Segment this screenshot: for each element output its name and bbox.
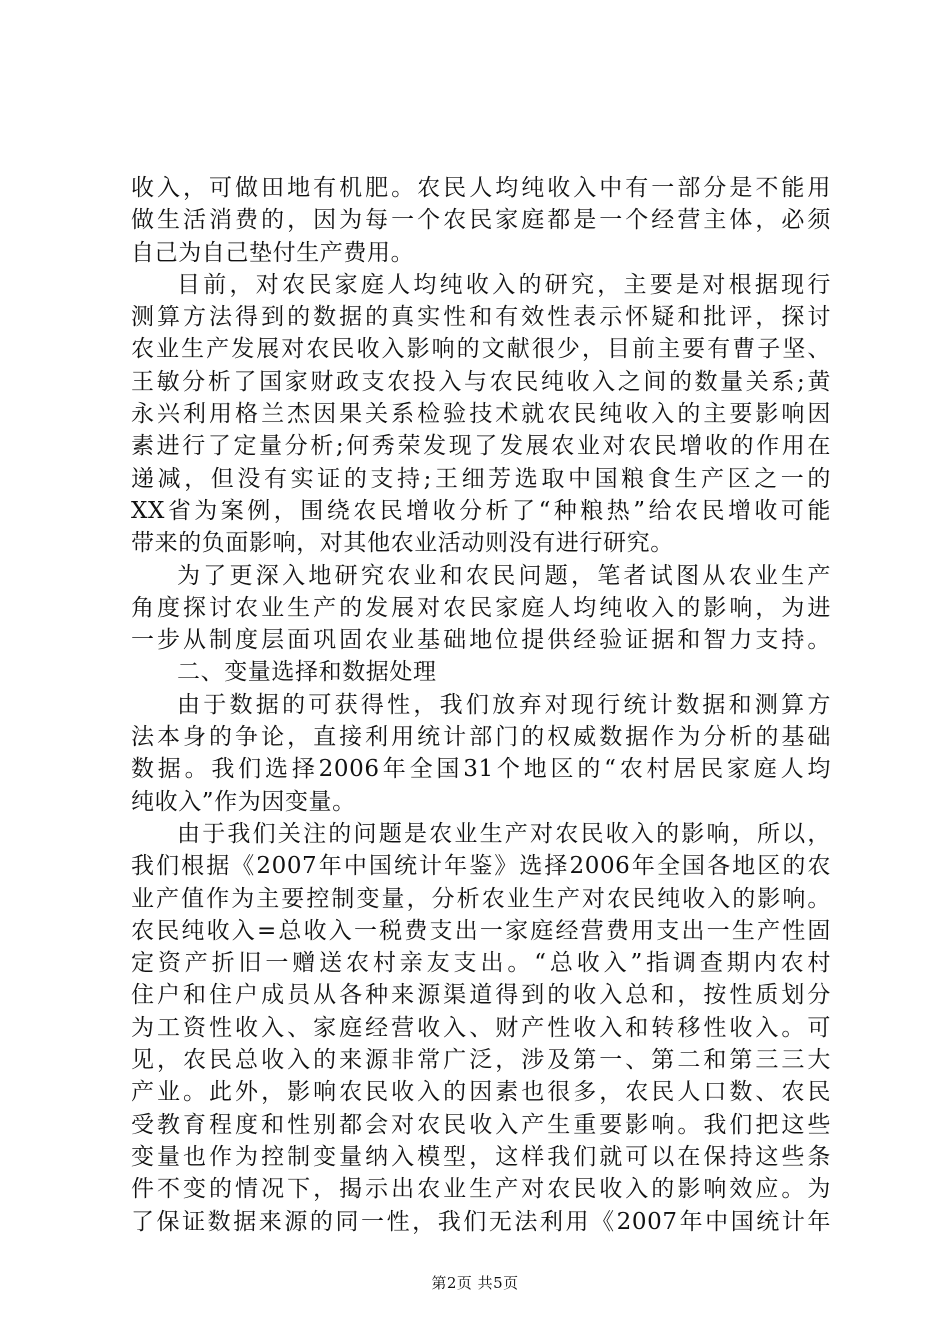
text-line: 见，农民总收入的来源非常广泛，涉及第一、第二和第三三大 [131,1047,831,1074]
text-line: 递减，但没有实证的支持;王细芳选取中国粮食生产区之一的 [131,465,831,492]
text-line: 素进行了定量分析;何秀荣发现了发展农业对农民增收的作用在 [131,433,831,460]
text-line: 做生活消费的，因为每一个农民家庭都是一个经营主体，必须 [131,207,831,234]
text-line: 农民纯收入=总收入一税费支出一家庭经营费用支出一生产性固 [131,917,831,944]
text-line: 住户和住户成员从各种来源渠道得到的收入总和，按性质划分 [131,982,831,1009]
text-line: 为工资性收入、家庭经营收入、财产性收入和转移性收入。可 [131,1014,831,1041]
text-line: 业产值作为主要控制变量，分析农业生产对农民纯收入的影响。 [131,885,831,912]
text-line: 自己为自己垫付生产费用。 [131,239,415,266]
text-line: 目前，对农民家庭人均纯收入的研究，主要是对根据现行 [177,271,831,298]
page-footer: 第2页 共5页 [431,1274,519,1292]
text-line: 数据。我们选择2006年全国31个地区的“农村居民家庭人均 [131,756,831,783]
text-line: 定资产折旧一赠送农村亲友支出。“总收入”指调查期内农村 [131,950,831,977]
text-line: 法本身的争论，直接利用统计部门的权威数据作为分析的基础 [131,724,831,751]
text-line: 带来的负面影响，对其他农业活动则没有进行研究。 [131,530,674,557]
text-line: 了保证数据来源的同一性，我们无法利用《2007年中国统计年 [131,1208,831,1235]
text-line: 二、变量选择和数据处理 [177,659,437,686]
text-line: 一步从制度层面巩固农业基础地位提供经验证据和智力支持。 [131,627,831,654]
text-line: 纯收入”作为因变量。 [131,788,356,815]
text-line: XX省为案例，围绕农民增收分析了“种粮热”给农民增收可能 [131,497,831,524]
text-line: 王敏分析了国家财政支农投入与农民纯收入之间的数量关系;黄 [131,368,831,395]
text-line: 我们根据《2007年中国统计年鉴》选择2006年全国各地区的农 [131,853,831,880]
document-body [131,172,831,1238]
text-line: 受教育程度和性别都会对农民收入产生重要影响。我们把这些 [131,1111,831,1138]
text-line: 永兴利用格兰杰因果关系检验技术就农民纯收入的主要影响因 [131,401,831,428]
text-line: 由于我们关注的问题是农业生产对农民收入的影响，所以， [177,820,831,847]
text-line: 为了更深入地研究农业和农民问题，笔者试图从农业生产 [177,562,831,589]
text-line: 产业。此外，影响农民收入的因素也很多，农民人口数、农民 [131,1079,831,1106]
text-line: 农业生产发展对农民收入影响的文献很少，目前主要有曹子坚、 [131,336,831,363]
text-line: 由于数据的可获得性，我们放弃对现行统计数据和测算方 [177,691,831,718]
text-line: 收入，可做田地有机肥。农民人均纯收入中有一部分是不能用 [131,175,831,201]
text-line: 测算方法得到的数据的真实性和有效性表示怀疑和批评，探讨 [131,304,831,331]
text-line: 角度探讨农业生产的发展对农民家庭人均纯收入的影响，为进 [131,594,831,621]
text-line: 件不变的情况下，揭示出农业生产对农民收入的影响效应。为 [131,1176,831,1203]
text-line: 变量也作为控制变量纳入模型，这样我们就可以在保持这些条 [131,1143,831,1170]
